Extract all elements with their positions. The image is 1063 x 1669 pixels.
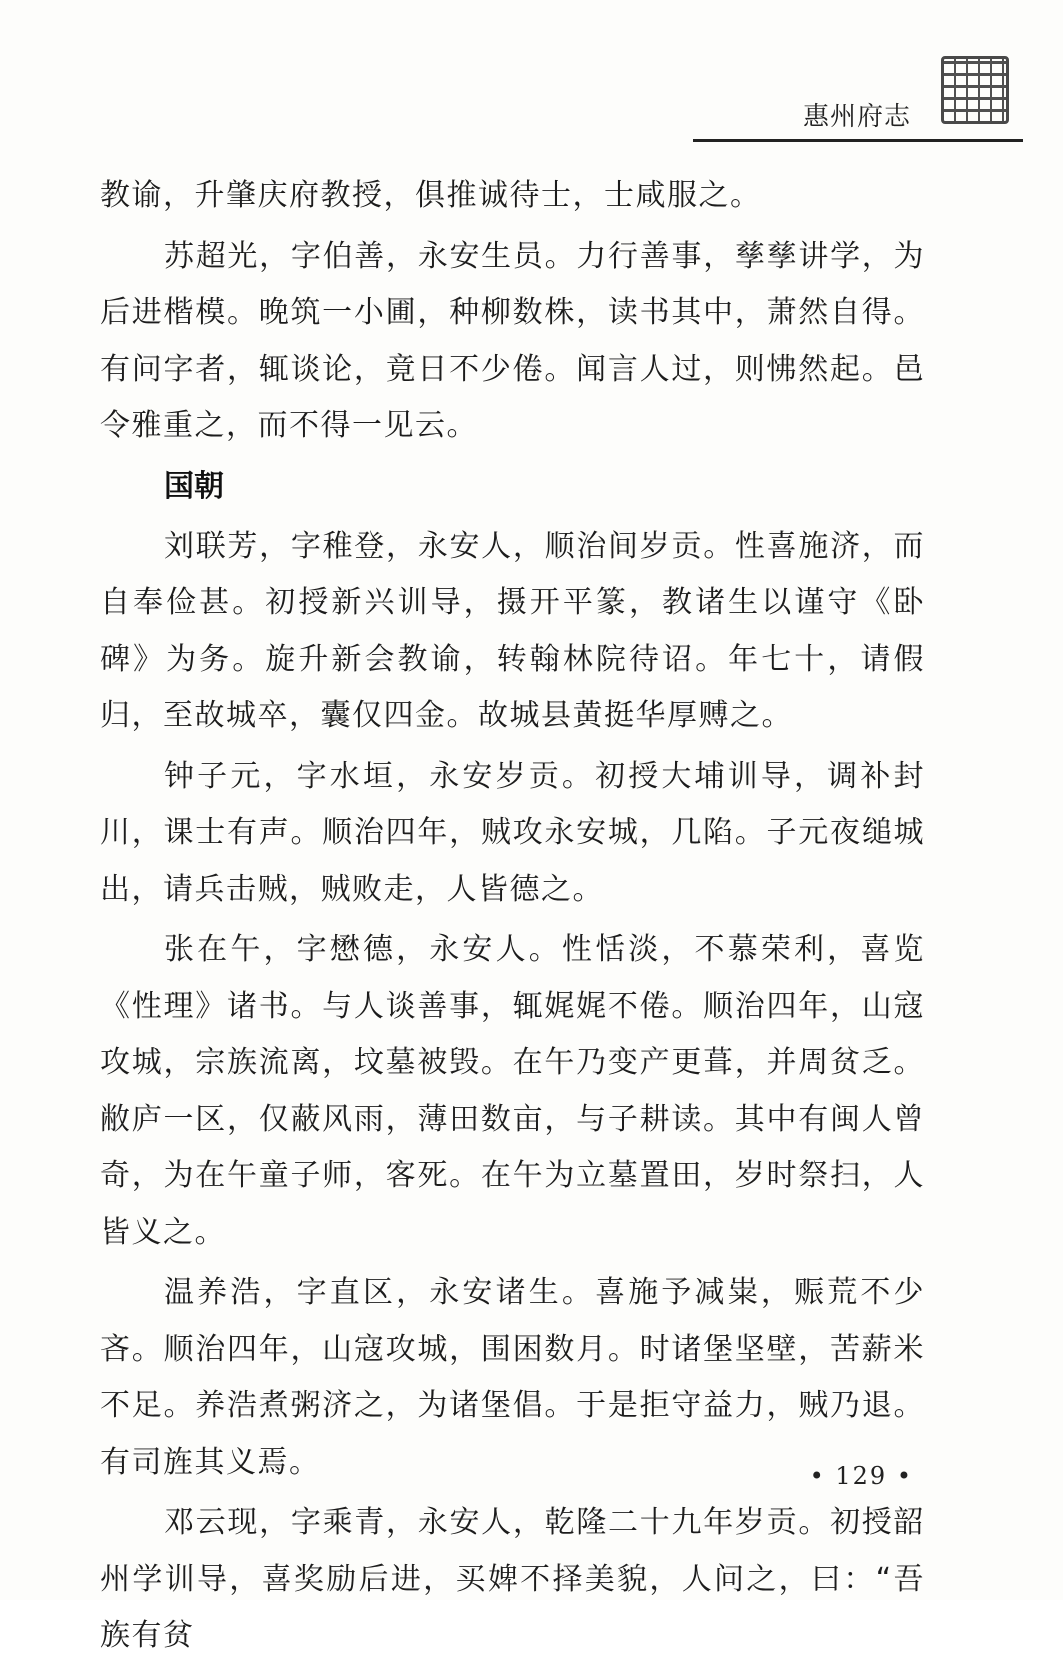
seal-stamp-icon	[941, 56, 1009, 124]
paragraph-liu-lianfang: 刘联芳，字稚登，永安人，顺治间岁贡。性喜施济，而自奉俭甚。初授新兴训导，摄开平篆，教诸生以谨守《卧碑》为务。旋升新会教谕，转翰林院待诏。年七十，请假归，至故城卒，囊仅四金。故城县黄挺华厚赙之。	[100, 528, 925, 733]
book-title: 惠州府志	[802, 102, 911, 132]
paragraph-continuation: 教谕，升肇庆府教授，俱推诚待士，士咸服之。	[100, 178, 762, 213]
paragraph-deng-yunxian: 邓云现，字乘青，永安人，乾隆二十九年岁贡。初授韶州学训导，喜奖励后进，买婢不择美貌，人问之，曰：“吾族有贫	[100, 1505, 925, 1653]
running-header	[693, 92, 1023, 152]
paragraph-wen-yanghao: 温养浩，字直区，永安诸生。喜施予减粜，赈荒不少吝。顺治四年，山寇攻城，围困数月。时诸堡坚壁，苦薪米不足。养浩煮粥济之，为诸堡倡。于是拒守益力，贼乃退。有司旌其义焉。	[100, 1275, 925, 1480]
paragraph-su-chaoguang: 苏超光，字伯善，永安生员。力行善事，孳孳讲学，为后进楷模。晚筑一小圃，种柳数株，读书其中，萧然自得。有问字者，辄谈论，竟日不少倦。闻言人过，则怫然起。邑令雅重之，而不得一见云。	[100, 238, 925, 443]
body-text	[100, 168, 925, 1669]
paragraph-zhong-ziyuan: 钟子元，字水垣，永安岁贡。初授大埔训导，调补封川，课士有声。顺治四年，贼攻永安城，几陷。子元夜缒城出，请兵击贼，贼败走，人皆德之。	[100, 758, 925, 907]
paragraph-zhang-zaiwu: 张在午，字懋德，永安人。性恬淡，不慕荣利，喜览《性理》诸书。与人谈善事，辄娓娓不倦。顺治四年，山寇攻城，宗族流离，坟墓被毁。在午乃变产更葺，并周贫乏。敝庐一区，仅蔽风雨，薄田数亩，与子耕读。其中有闽人曾奇，为在午童子师，客死。在午为立墓置田，岁时祭扫，人皆义之。	[100, 932, 925, 1250]
page-number: • 129 •	[809, 1462, 913, 1490]
header-rule	[693, 139, 1023, 142]
section-heading-guochao: 国朝	[164, 468, 224, 504]
